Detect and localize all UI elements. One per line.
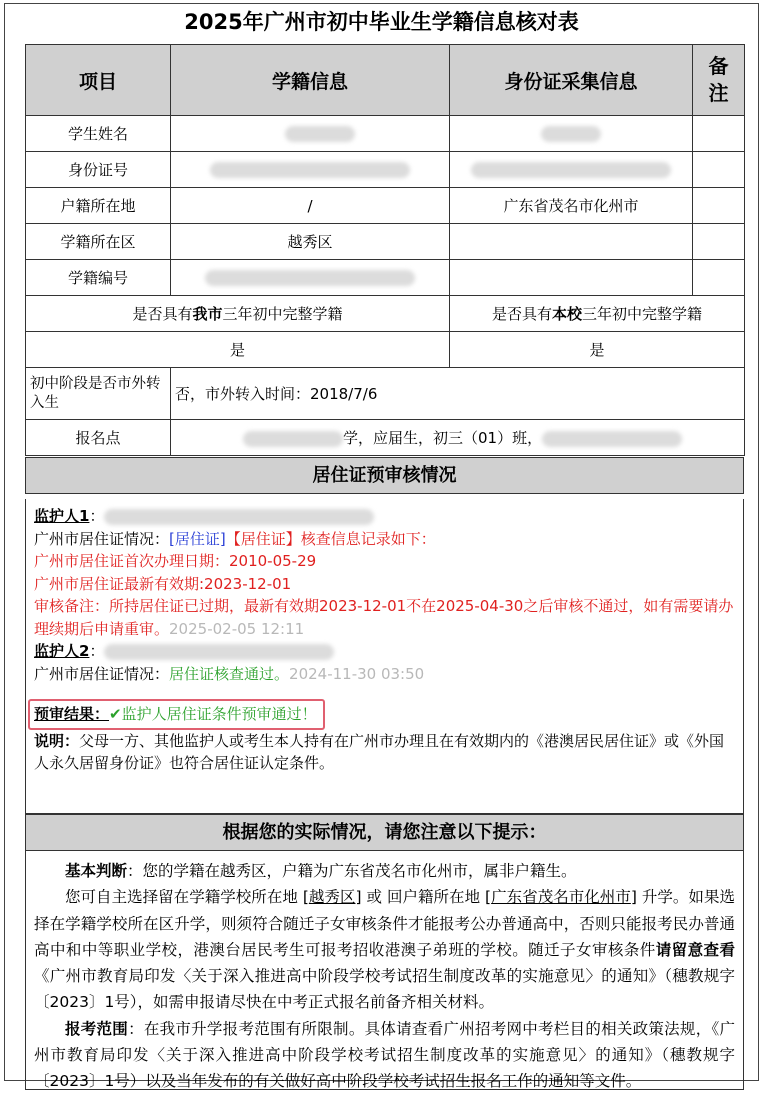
row-student-name [26, 116, 745, 152]
remark-cell [693, 152, 745, 188]
row-transfer [26, 368, 745, 420]
header-item: 项目 [26, 45, 171, 116]
explanation: 说明：父母一方、其他监护人或考生本人持有在广州市办理且在有效期内的《港澳居民居住证》或《外国人永久居留身份证》也符合居住证认定条件。 [34, 731, 725, 772]
choice-paragraph: 您可自主选择留在学籍学校所在地 [越秀区] 或 回户籍所在地 [广东省茂名市化州市] 升学。如果选择在学籍学校所在区升学，则须符合随迁子女审核条件才能报考公办普通高中，否则只能报考民办普通高中和中等职业学校，港澳台居民考生可报考招收港澳子弟班的学校。随迁子女审核条件请留意查看《广州市教育局印发〈关于深入推进高中阶段学校考试招生制度改革的实施意见〉的通知》（穗教规字〔2023〕1号），如需申报请尽快在中考正式报名前备齐相关材料。 [34, 888, 735, 1012]
residence-section-body [25, 499, 744, 814]
basic-judgement: 基本判断：您的学籍在越秀区，户籍为广东省茂名市化州市，属非户籍生。 [65, 862, 577, 880]
remark-cell [693, 188, 745, 224]
scope-paragraph: 报考范围：在我市升学报考范围有所限制。具体请查看广州招考网中考栏目的相关政策法规，《广州市教育局印发〈关于深入推进高中阶段学校考试招生制度改革的实施意见〉的通知》（穗教规字〔2023〕1号）以及当年发布的有关做好高中阶段学校考试招生报名工作的通知等文件。 [34, 1019, 735, 1091]
tips-section-title: 根据您的实际情况，请您注意以下提示： [25, 814, 744, 851]
row-full-record-question [26, 296, 745, 332]
registration-value: 学，应届生，初三（01）班， [171, 420, 745, 456]
row-id-number [26, 152, 745, 188]
school-district: 越秀区 [171, 224, 450, 260]
label-id-number: 身份证号 [26, 152, 171, 188]
check-icon: ✔ [109, 705, 122, 723]
residence-section-title: 居住证预审核情况 [25, 457, 744, 494]
table-header-row [26, 45, 745, 116]
guardian2-line: 监护人2： [34, 640, 735, 663]
id-id-redacted [450, 152, 693, 188]
id-hukou: 广东省茂名市化州市 [450, 188, 693, 224]
id-record-no [450, 260, 693, 296]
document-frame [4, 3, 759, 1091]
header-id-collect: 身份证采集信息 [450, 45, 693, 116]
student-info-table [25, 44, 745, 456]
review-note: 审核备注：所持居住证已过期，最新有效期2023-12-01不在2025-04-30之后审核不通过，如有需要请办理续期后申请重审。2025-02-05 12:11 [34, 597, 734, 638]
guardian1-line: 监护人1： [34, 505, 735, 528]
label-hukou: 户籍所在地 [26, 188, 171, 224]
label-transfer: 初中阶段是否市外转入生 [26, 368, 171, 420]
full-record-school-question: 是否具有本校三年初中完整学籍 [450, 296, 745, 332]
remark-cell [693, 224, 745, 260]
row-full-record-answer [26, 332, 745, 368]
label-record-no: 学籍编号 [26, 260, 171, 296]
header-school-record: 学籍信息 [171, 45, 450, 116]
guardian2-permit-line: 广州市居住证情况：居住证核查通过。2024-11-30 03:50 [34, 664, 425, 683]
label-district: 学籍所在区 [26, 224, 171, 260]
guardian1-permit-line: 广州市居住证情况：[居住证]【居住证】核查信息记录如下： [34, 529, 436, 548]
first-issue-date: 广州市居住证首次办理日期：2010-05-29 [34, 552, 317, 570]
full-record-city-question: 是否具有我市三年初中完整学籍 [26, 296, 450, 332]
school-id-redacted [171, 152, 450, 188]
tips-section-body [25, 850, 744, 1090]
school-record-no-redacted [171, 260, 450, 296]
remark-cell [693, 116, 745, 152]
id-name-redacted [450, 116, 693, 152]
latest-valid-date: 广州市居住证最新有效期:2023-12-01 [34, 574, 292, 593]
row-hukou [26, 188, 745, 224]
pre-review-result: 预审结果：✔监护人居住证条件预审通过！ [28, 699, 325, 730]
label-student-name: 学生姓名 [26, 116, 171, 152]
label-registration: 报名点 [26, 420, 171, 456]
document-title: 2025年广州市初中毕业生学籍信息核对表 [184, 10, 579, 34]
row-district [26, 224, 745, 260]
id-district [450, 224, 693, 260]
residence-permit-link[interactable]: [居住证] [169, 529, 226, 548]
transfer-value: 否，市外转入时间：2018/7/6 [171, 368, 745, 420]
header-remark: 备注 [693, 45, 745, 116]
school-hukou: / [171, 188, 450, 224]
row-record-no [26, 260, 745, 296]
full-record-city-value: 是 [26, 332, 450, 368]
school-name-redacted [171, 116, 450, 152]
full-record-school-value: 是 [450, 332, 745, 368]
remark-cell [693, 260, 745, 296]
row-registration [26, 420, 745, 456]
